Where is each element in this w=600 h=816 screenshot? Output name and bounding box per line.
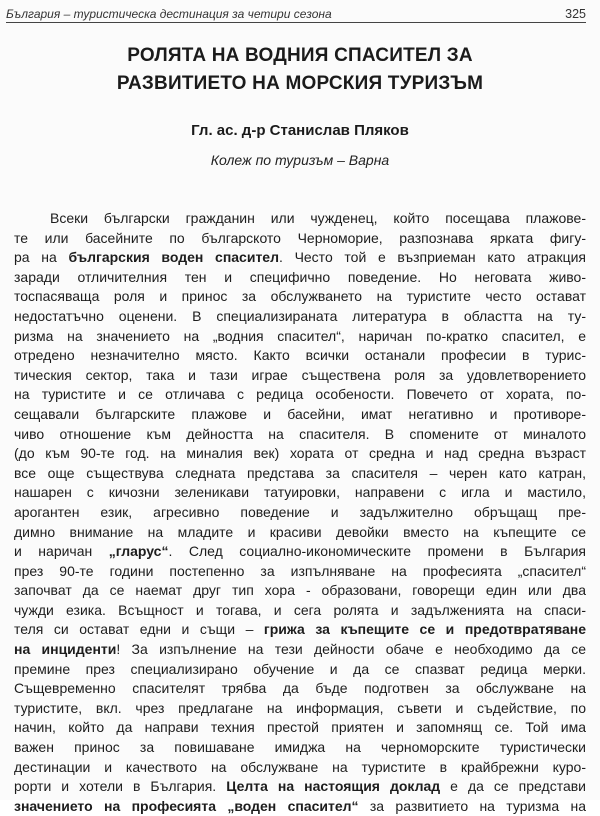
text-line: чиво отношение към дейността на спасителя. В спомените от миналото — [14, 425, 586, 442]
emphasis-text: значението на професията „воден спасител“ — [14, 797, 359, 814]
running-title: България – туристическа дестинация за четири сезона — [6, 7, 332, 21]
title-line-1: РОЛЯТА НА ВОДНИЯ СПАСИТЕЛ ЗА — [127, 45, 473, 66]
article-title — [60, 42, 540, 98]
body-paragraph — [14, 209, 586, 816]
text-run: теля си остават едни и същи – — [14, 621, 264, 638]
text-line — [14, 620, 586, 640]
emphasis-text: грижа за къпещите се и предотвратяване — [263, 621, 586, 638]
text-line: димно внимание на младите и красиви девойки вместо на къпещите се — [14, 523, 586, 540]
page-number: 325 — [565, 7, 586, 21]
text-line — [14, 248, 586, 268]
text-line: арогантен език, агресивно поведение и задължително обръщащ пре- — [14, 503, 586, 520]
text-run: е да се представи — [440, 778, 586, 795]
text-line: ризма на значението на „водния спасител“, наричан по-кратко спасител, е — [14, 327, 586, 344]
title-line-2: РАЗВИТИЕТО НА МОРСКИЯ ТУРИЗЪМ — [116, 73, 484, 94]
text-line: начин, който да направи техния престой приятен и запомнящ се. Той има — [14, 719, 586, 736]
text-line — [14, 640, 586, 660]
text-run: и наричан — [14, 543, 109, 560]
text-line: през 90-те години постепенно за изпълняване на професията „спасител“ — [14, 562, 586, 579]
text-run: ! За изпълнение на тези дейности обаче е необходимо да се — [116, 641, 586, 658]
text-line: отредено незначително място. Както всички останали професии в турис- — [14, 347, 586, 364]
emphasis-text: на инциденти — [14, 641, 117, 658]
text-line: тоспасяваща роля и принос за обслужването на туристите често остават — [14, 288, 586, 305]
text-line: недостатъчно оценени. В специализираната литература в областта на ту- — [14, 307, 586, 324]
running-header — [6, 3, 586, 23]
text-line: (до към 90-те год. на миналия век) хората от средна и над средна възраст — [14, 445, 586, 462]
emphasis-text: „гларус“ — [108, 543, 169, 560]
text-run: . Често той е възприеман като атракция — [279, 249, 586, 266]
author-affiliation: Колеж по туризъм – Варна — [210, 152, 390, 168]
text-line — [14, 542, 586, 562]
text-line: сещавали българските плажове и басейни, имат негативно и противоре- — [14, 405, 586, 422]
text-line: тическия сектор, така и тази играе съществена роля за удовлетворението — [14, 366, 586, 383]
text-line: на туристите и се отличава с редица особености. Повечето от хората, по- — [14, 386, 586, 403]
text-line: туристите, вкл. чрез предлагане на информация, съвети и съдействие, по — [14, 699, 586, 716]
emphasis-text: българския воден спасител — [68, 249, 279, 266]
text-line — [14, 777, 586, 797]
text-line: дестинации и качеството на обслужване на туристите в крайбрежни куро- — [14, 758, 586, 775]
text-run: за развитието на туризма на — [358, 797, 586, 814]
text-line: заради отличителния тен и специфично поведение. Но неговата живо- — [14, 268, 586, 285]
text-line: Всеки български гражданин или чужденец, който посещава плажове- — [50, 210, 586, 226]
emphasis-text: Целта на настоящия доклад — [226, 778, 441, 795]
text-run: . След социално-икономическите промени в България — [168, 543, 586, 560]
text-line: все още съществува следната представа за спасителя – черен като катран, — [14, 464, 586, 481]
text-run: ра на — [14, 249, 69, 266]
text-line: нашарен с кичозни зеленикави татуировки, направени с игла и мастило, — [14, 484, 586, 501]
text-line: Същевременно спасителят трябва да бъде подготвен за обслужване на — [14, 680, 586, 697]
text-line: те или басейните по българското Черноморие, разпознава ярката фигу- — [14, 229, 586, 246]
author-name: Гл. ас. д-р Станислав Пляков — [191, 122, 409, 139]
text-line: премине през специализирано обучение и да се спазват редица мерки. — [14, 660, 586, 677]
text-line: чужди езика. Всъщност и тогава, и сега ролята и задълженията на спаси- — [14, 601, 586, 618]
text-run: рорти и хотели в България. — [14, 778, 227, 795]
text-line: важен принос за повишаване имиджа на черноморските туристически — [14, 739, 586, 756]
text-line: започват да се наемат друг тип хора - образовани, говорещи един или два — [14, 582, 586, 599]
